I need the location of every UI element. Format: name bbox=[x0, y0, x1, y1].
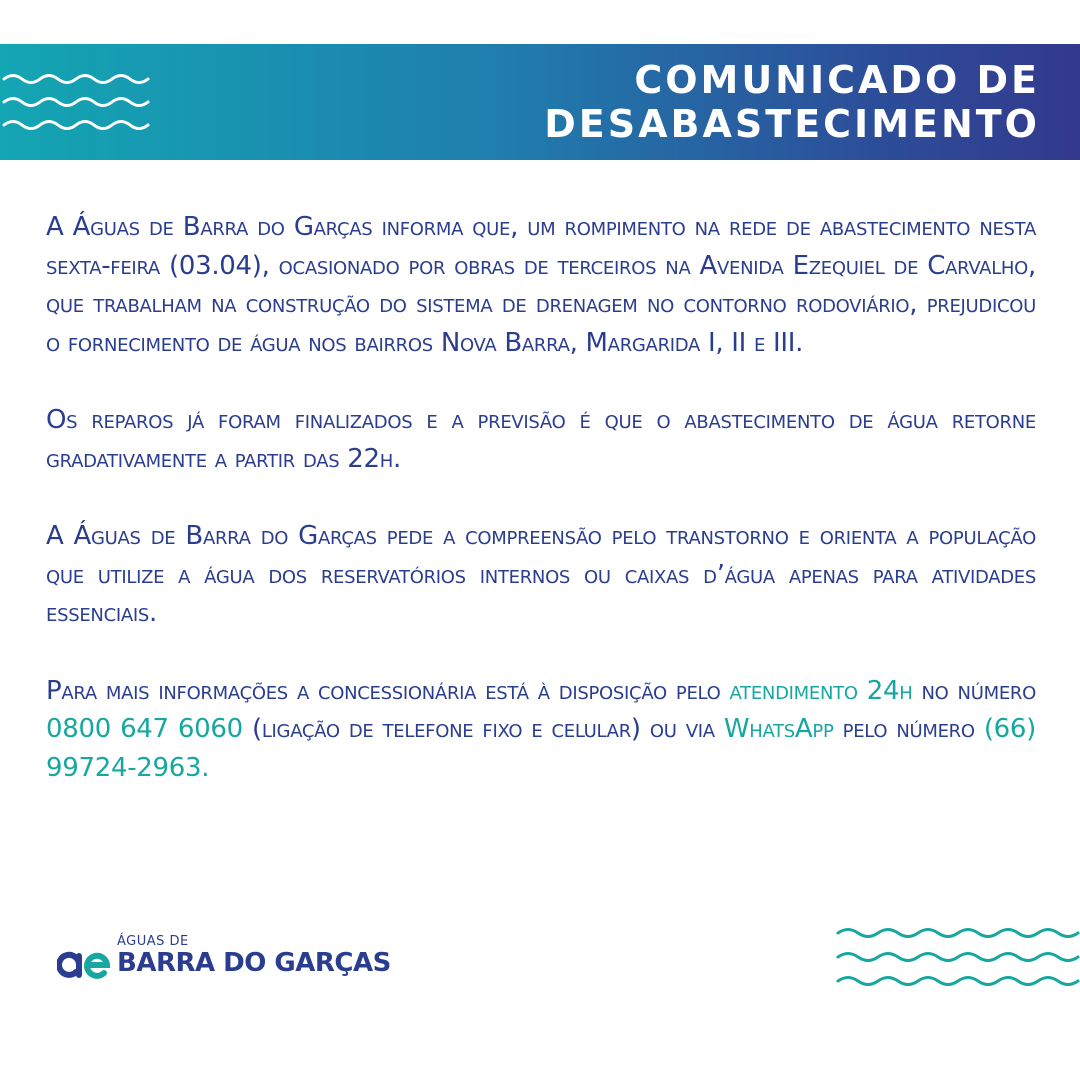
ae-logo-icon bbox=[57, 948, 113, 982]
paragraph-2: Os reparos já foram finalizados e a previsão é que o abastecimento de água retorne gradativamente a partir das 22h. bbox=[46, 405, 1036, 474]
logo-big-text: BARRA DO GARÇAS bbox=[117, 948, 391, 978]
p4-text-4: pelo número bbox=[833, 714, 984, 744]
p4-text-3: (ligação de telefone fixo e celular) ou via bbox=[242, 714, 724, 744]
paragraph-1: A Águas de Barra do Garças informa que, um rompimento na rede de abastecimento nesta sexta-feira (03.04), ocasionado por obras de terceiros na Avenida Ezequiel de Carvalho, que trabalham na construção do sistema de drenagem no contorno rodoviário, prejudicou o fornecimento de água nos bairros Nova Barra, Margarida I, II e III. bbox=[46, 212, 1036, 358]
notice-body bbox=[46, 208, 1036, 826]
whatsapp-number[interactable]: (66) 99724-2963. bbox=[46, 714, 1037, 783]
paragraph-3: A Águas de Barra do Garças pede a compreensão pelo transtorno e orienta a população que utilize a água dos reservatórios internos ou caixas d’água apenas para atividades essenciais. bbox=[46, 521, 1036, 628]
paragraph-4 bbox=[46, 672, 1036, 788]
title-line-2: DESABASTECIMENTO bbox=[544, 102, 1040, 146]
waves-icon bbox=[0, 71, 150, 135]
whatsapp-label: WhatsApp bbox=[723, 714, 834, 744]
p4-text-1: Para mais informações a concessionária está à disposição pelo bbox=[46, 675, 730, 706]
waves-icon bbox=[836, 925, 1080, 989]
service-hours: atendimento 24h bbox=[729, 675, 913, 706]
title-line-1: COMUNICADO DE bbox=[634, 58, 1040, 102]
header-banner bbox=[0, 44, 1080, 160]
phone-number[interactable]: 0800 647 6060 bbox=[46, 714, 243, 744]
p4-text-2: no número bbox=[912, 675, 1036, 706]
logo-small-text: ÁGUAS DE bbox=[117, 934, 189, 949]
page-title bbox=[544, 58, 1040, 146]
